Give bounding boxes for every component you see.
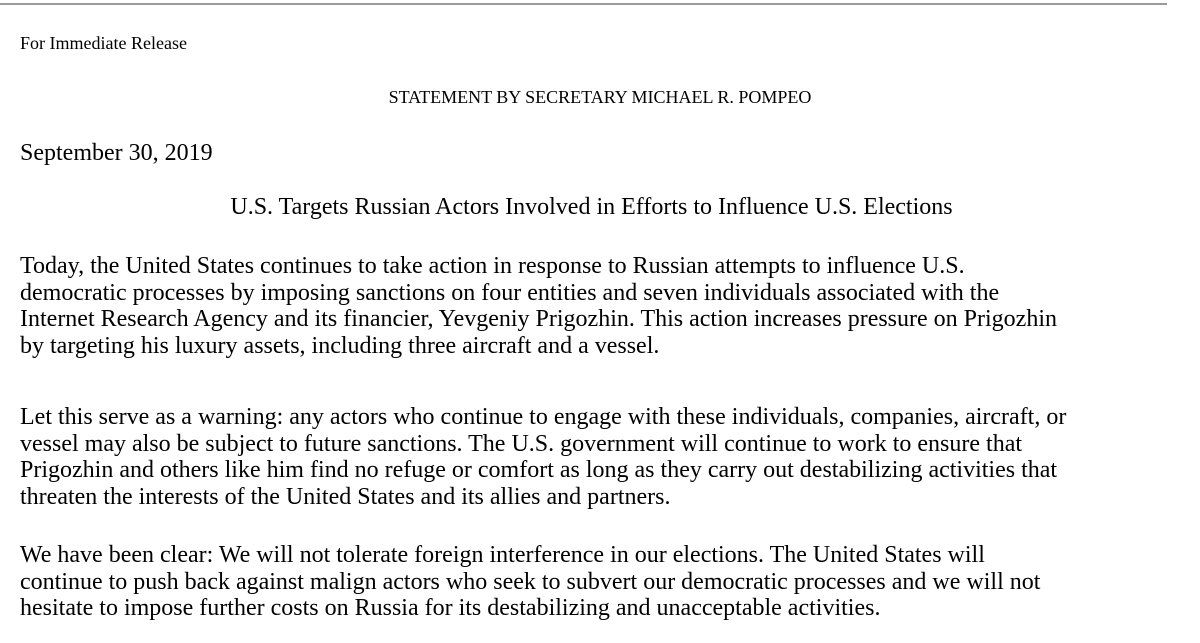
paragraph-line: Let this serve as a warning: any actors who continue to engage with these individuals, companies, aircraft, or xyxy=(20,404,1067,430)
top-divider xyxy=(0,3,1167,5)
paragraph-sanctions xyxy=(20,253,1190,359)
paragraph-closing xyxy=(20,542,1190,622)
paragraph-line: We have been clear: We will not tolerate foreign interference in our elections. The United States will xyxy=(20,542,985,568)
paragraph-warning xyxy=(20,404,1190,510)
release-date: September 30, 2019 xyxy=(20,140,213,166)
release-label: For Immediate Release xyxy=(20,33,187,53)
statement-byline: STATEMENT BY SECRETARY MICHAEL R. POMPEO xyxy=(388,87,812,107)
press-release-headline: U.S. Targets Russian Actors Involved in Efforts to Influence U.S. Elections xyxy=(230,194,953,220)
paragraph-line: hesitate to impose further costs on Russia for its destabilizing and unacceptable activities. xyxy=(20,595,881,621)
paragraph-line: continue to push back against malign actors who seek to subvert our democratic processes and we will not xyxy=(20,568,1041,595)
paragraph-line: vessel may also be subject to future sanctions. The U.S. government will continue to work to ensure that xyxy=(20,430,1023,457)
paragraph-line: democratic processes by imposing sanctions on four entities and seven individuals associated with the xyxy=(20,279,1000,306)
paragraph-line: by targeting his luxury assets, including three aircraft and a vessel. xyxy=(20,332,660,359)
paragraph-line: Prigozhin and others like him find no refuge or comfort as long as they carry out destabilizing activities that xyxy=(20,457,1058,483)
paragraph-line: Today, the United States continues to take action in response to Russian attempts to influence U.S. xyxy=(20,253,965,279)
paragraph-line: Internet Research Agency and its financier, Yevgeniy Prigozhin. This action increases pressure on Prigozhin xyxy=(20,306,1057,332)
paragraph-line: threaten the interests of the United States and its allies and partners. xyxy=(20,483,671,510)
